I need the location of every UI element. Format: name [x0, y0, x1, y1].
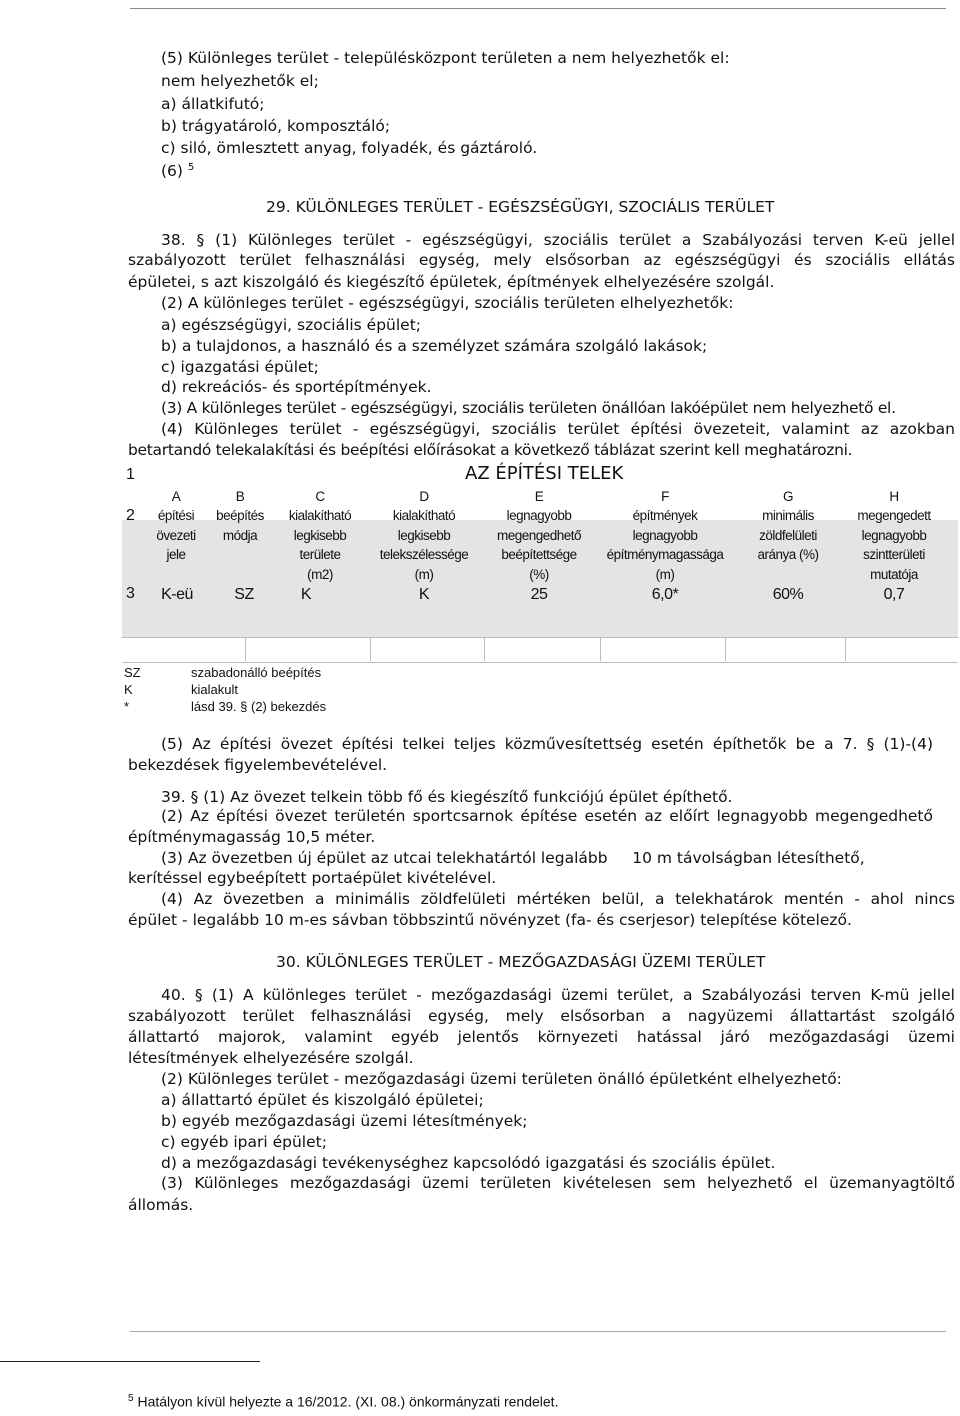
text-line: d) rekreációs- és sportépítmények. — [161, 378, 432, 396]
row-number: 3 — [126, 585, 135, 602]
text-line: b) egyéb mezőgazdasági üzemi létesítmények; — [161, 1112, 528, 1130]
text-line: (3) A különleges terület - egészségügyi, szociális területen önállóan lakóépület nem helyezhető el. — [161, 399, 896, 417]
legend-text: kialakult — [191, 682, 238, 697]
footnote-separator — [0, 1361, 260, 1362]
legend-key: SZ — [124, 665, 141, 680]
col-header: telekszélessége — [379, 547, 469, 562]
col-header: legnagyobb — [861, 528, 927, 543]
text-line: 38. § (1) Különleges terület - egészségügyi, szociális terület a Szabályozási terven K-eü jellel — [161, 231, 955, 249]
col-header: (m2) — [307, 567, 333, 582]
cell-value: 0,7 — [883, 586, 905, 603]
legend-key: K — [124, 682, 133, 697]
row-number: 2 — [126, 507, 135, 524]
col-letter: H — [889, 489, 899, 504]
table-divider — [484, 637, 485, 661]
text-line: b) a tulajdonos, a használó és a személyzet számára szolgáló lakások; — [161, 337, 708, 355]
col-letter: B — [235, 489, 245, 504]
col-header: aránya (%) — [757, 547, 819, 562]
footnote-number: 5 — [128, 1393, 134, 1404]
col-header: övezeti — [156, 528, 196, 543]
cell-value: 60% — [772, 586, 804, 603]
col-header: legkisebb — [293, 528, 347, 543]
cell-value: 6,0* — [651, 586, 679, 603]
col-header: megengedett — [857, 508, 931, 523]
text-line: állomás. — [128, 1196, 194, 1214]
text-line: 40. § (1) A különleges terület - mezőgazdasági üzemi terület, a Szabályozási terven K-mü jellel — [161, 986, 955, 1004]
col-header: megengedhető — [496, 528, 582, 543]
col-header: mutatója — [870, 567, 918, 582]
footnote-ref[interactable]: 5 — [187, 162, 195, 173]
col-header: kialakítható — [392, 508, 456, 523]
legend-key: * — [124, 699, 130, 714]
col-letter: D — [419, 489, 429, 504]
text-line: c) siló, ömlesztett anyag, folyadék, és gáztároló. — [161, 139, 538, 157]
text-line: épület - legalább 10 m-es sávban többszintű növényzet (fa- és cserjesor) telepítése kötelező. — [128, 911, 852, 929]
text-line: a) egészségügyi, szociális épület; — [161, 316, 422, 334]
col-letter: E — [534, 489, 544, 504]
legend-text: szabadonálló beépítés — [191, 665, 322, 680]
col-header: legnagyobb — [506, 508, 572, 523]
text-line: létesítmények elhelyezésére szolgál. — [128, 1049, 414, 1067]
footnote — [128, 1393, 558, 1410]
text-line: c) egyéb ipari épület; — [161, 1133, 327, 1151]
text-line: építménymagasság 10,5 méter. — [128, 828, 376, 846]
col-header: zöldfelületi — [759, 528, 817, 543]
text-line: (3) Különleges mezőgazdasági üzemi területen kivételesen sem helyezhető el üzemanyagtöltő — [161, 1174, 955, 1192]
bottom-rule — [130, 1331, 946, 1332]
legend-text: lásd 39. § (2) bekezdés — [191, 699, 327, 714]
col-header: kialakítható — [288, 508, 352, 523]
text-line: b) trágyatároló, komposztáló; — [161, 117, 391, 135]
table-caption: AZ ÉPÍTÉSI TELEK — [465, 463, 624, 484]
col-header: beépítés — [216, 508, 264, 523]
col-letter: F — [661, 489, 669, 504]
text-line: (2) Az építési övezet területén sportcsarnok építése esetén az előírt legnagyobb megengedhető — [161, 807, 933, 825]
text-line: 39. § (1) Az övezet telkein több fő és kiegészítő funkciójú épület építhető. — [161, 788, 733, 806]
text-line: bekezdések figyelembevételével. — [128, 756, 388, 774]
text-line: kerítéssel egybeépített portaépület kivételével. — [128, 869, 497, 887]
col-header: (%) — [529, 567, 549, 582]
text-line: (6) $^5$ — [161, 162, 195, 181]
text-line: c) igazgatási épület; — [161, 358, 319, 376]
cell-value: 25 — [530, 586, 548, 603]
col-header: módja — [222, 528, 258, 543]
col-header: beépítettsége — [501, 547, 577, 562]
cell-value: K-eü — [161, 586, 193, 603]
col-header: szintterületi — [863, 547, 925, 562]
col-header: minimális — [762, 508, 814, 523]
text-line: (2) A különleges terület - egészségügyi, szociális területen elhelyezhetők: — [161, 294, 734, 312]
section-heading-30: 30. KÜLÖNLEGES TERÜLET - MEZŐGAZDASÁGI ÜZEMI TERÜLET — [276, 953, 766, 971]
table-divider — [370, 637, 371, 661]
footnote-text: Hatályon kívül helyezte a 16/2012. (XI. 08.) önkormányzati rendelet. — [137, 1393, 559, 1410]
col-header: építmények — [632, 508, 698, 523]
section-heading-29: 29. KÜLÖNLEGES TERÜLET - EGÉSZSÉGÜGYI, SZOCIÁLIS TERÜLET — [266, 198, 775, 216]
col-header: területe — [299, 547, 341, 562]
table-empty-row — [122, 637, 958, 663]
text-line: (2) Különleges terület - mezőgazdasági üzemi területen önálló épületként elhelyezhető: — [161, 1070, 842, 1088]
text-line: (3) Az övezetben új épület az utcai telekhatártól legalább 10 m távolságban létesíthető, — [161, 849, 865, 867]
col-letter: A — [171, 489, 181, 504]
text-line: (5) Különleges terület - településközpont területen a nem helyezhetők el: — [161, 49, 730, 67]
row-number: 1 — [126, 466, 135, 483]
text-line: a) állatkifutó; — [161, 95, 265, 113]
cell-value: K — [418, 586, 430, 603]
text-line: szabályozott terület felhasználási egység, mely elsősorban az egészségügyi és szociális ellátás — [128, 251, 955, 269]
text-line: d) a mezőgazdasági tevékenységhez kapcsolódó igazgatási és szociális épület. — [161, 1154, 776, 1172]
table-divider — [845, 637, 846, 661]
text-line: betartandó telekalakítási és beépítési előírásokat a következő táblázat szerint kell meghatározni. — [128, 441, 853, 459]
cell-value: K — [300, 586, 312, 603]
text-line: állattartó majorok, valamint egyéb jelentős környezeti hatással járó mezőgazdasági üzemi — [128, 1028, 955, 1046]
top-rule — [130, 8, 946, 9]
text-line: épületei, s azt kiszolgáló és kiegészítő épületek, építmények elhelyezésére szolgál. — [128, 273, 775, 291]
text-line: (5) Az építési övezet építési telkei teljes közművesítettség esetén építhetők be a 7. § (1)-(4) — [161, 735, 933, 753]
text-line: a) állattartó épület és kiszolgáló épületei; — [161, 1091, 484, 1109]
table-divider — [245, 637, 246, 661]
table-divider — [600, 637, 601, 661]
col-letter: G — [782, 489, 793, 504]
text-line: (4) Az övezetben a minimális zöldfelületi mértéken belül, a telekhatárok mentén - ahol nincs — [161, 890, 955, 908]
col-header: legnagyobb — [632, 528, 698, 543]
cell-value: SZ — [234, 586, 254, 603]
col-header: építménymagassága — [606, 547, 724, 562]
col-header: építési — [157, 508, 195, 523]
text-line: (4) Különleges terület - egészségügyi, szociális terület építési övezeteit, valamint az azokban — [161, 420, 955, 438]
col-header: (m) — [414, 567, 434, 582]
text-line: nem helyezhetők el; — [161, 72, 319, 90]
table-divider — [725, 637, 726, 661]
col-header: legkisebb — [397, 528, 451, 543]
col-header: jele — [166, 547, 186, 562]
col-header: (m) — [655, 567, 675, 582]
col-letter: C — [315, 489, 325, 504]
text-line: szabályozott terület felhasználási egység, mely elsősorban a nagyüzemi állattartást szolgáló — [128, 1007, 955, 1025]
